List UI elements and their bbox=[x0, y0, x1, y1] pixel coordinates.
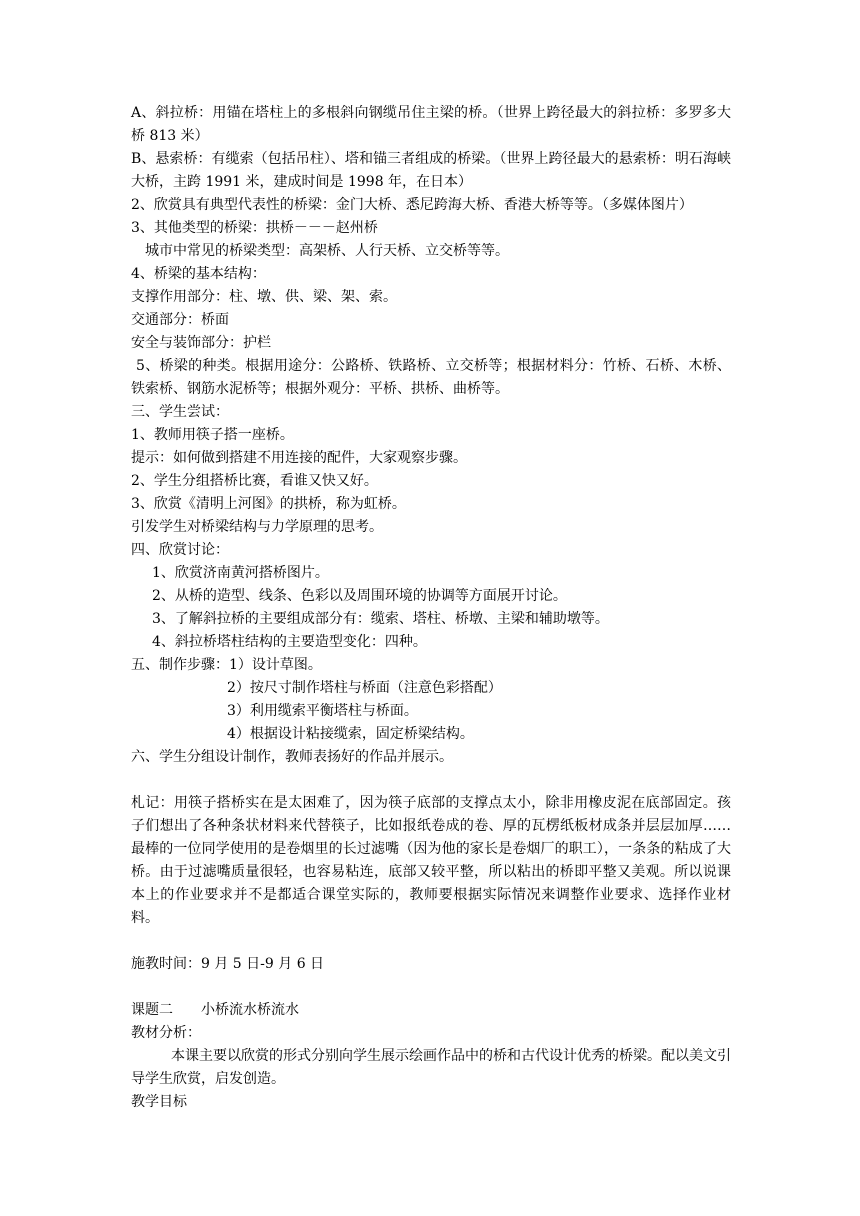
list-item: 提示：如何做到搭建不用连接的配件，大家观察步骤。 bbox=[131, 450, 467, 466]
list-item: 1、欣赏济南黄河搭桥图片。 bbox=[152, 565, 329, 581]
document-body bbox=[131, 102, 731, 1114]
paragraph-appreciation: 2、欣赏具有典型代表性的桥梁：金门大桥、悉尼跨海大桥、香港大桥等等。（多媒体图片） bbox=[131, 197, 693, 213]
section-heading-4: 四、欣赏讨论： bbox=[131, 542, 229, 558]
list-item: 4）根据设计粘接缆索，固定桥梁结构。 bbox=[227, 726, 474, 742]
paragraph-cable-stayed: A、斜拉桥：用锚在塔柱上的多根斜向钢缆吊住主梁的桥。（世界上跨径最大的斜拉桥：多罗多大桥 813 米） bbox=[131, 105, 731, 144]
list-item: 3、了解斜拉桥的主要组成部分有：缆索、塔柱、桥墩、主梁和辅助墩等。 bbox=[152, 611, 609, 627]
list-item: 1、教师用筷子搭一座桥。 bbox=[131, 427, 294, 443]
list-item: 引发学生对桥梁结构与力学原理的思考。 bbox=[131, 519, 383, 535]
blank-line bbox=[131, 976, 731, 999]
list-item: 2、学生分组搭桥比赛，看谁又快又好。 bbox=[131, 473, 378, 489]
blank-line bbox=[131, 769, 731, 792]
section-heading-3: 三、学生尝试： bbox=[131, 404, 229, 420]
list-item: 2、从桥的造型、线条、色彩以及周围环境的协调等方面展开讨论。 bbox=[152, 588, 567, 604]
blank-line bbox=[131, 930, 731, 953]
teaching-time: 施教时间：9 月 5 日-9 月 6 日 bbox=[131, 956, 325, 972]
paragraph-city-bridges: 城市中常见的桥梁类型：高架桥、人行天桥、立交桥等等。 bbox=[145, 243, 509, 259]
material-analysis-heading: 教材分析： bbox=[131, 1025, 201, 1041]
paragraph-basic-structure: 4、桥梁的基本结构： bbox=[131, 266, 266, 282]
paragraph-traffic-parts: 交通部分：桥面 bbox=[131, 312, 229, 328]
list-item: 3、欣赏《清明上河图》的拱桥，称为虹桥。 bbox=[131, 496, 406, 512]
list-item: 3）利用缆索平衡塔柱与桥面。 bbox=[227, 703, 418, 719]
paragraph-safety-parts: 安全与装饰部分：护栏 bbox=[131, 335, 271, 351]
list-item: 2）按尺寸制作塔柱与桥面（注意色彩搭配） bbox=[227, 680, 502, 696]
section-heading-6: 六、学生分组设计制作，教师表扬好的作品并展示。 bbox=[131, 749, 453, 765]
paragraph-support-parts: 支撑作用部分：柱、墩、供、梁、架、索。 bbox=[131, 289, 397, 305]
list-item: 4、斜拉桥塔柱结构的主要造型变化：四种。 bbox=[152, 634, 427, 650]
teaching-goals-heading: 教学目标 bbox=[131, 1094, 187, 1110]
paragraph-suspension: B、悬索桥：有缆索（包括吊柱）、塔和锚三者组成的桥梁。（世界上跨径最大的悬索桥：明石海峡大桥，主跨 1991 米，建成时间是 1998 年，在日本） bbox=[131, 151, 731, 190]
paragraph-notes: 札记：用筷子搭桥实在是太困难了，因为筷子底部的支撑点太小，除非用橡皮泥在底部固定。孩子们想出了各种条状材料来代替筷子，比如报纸卷成的卷、厚的瓦楞纸板材成条并层层加厚……最棒的一位同学使用的是卷烟里的长过滤嘴（因为他的家长是卷烟厂的职工），一条条的粘成了大桥。由于过滤嘴质量很轻，也容易粘连，底部又较平整，所以粘出的桥即平整又美观。所以说课本上的作业要求并不是都适合课堂实际的，教师要根据实际情况来调整作业要求、选择作业材料。 bbox=[131, 795, 731, 926]
paragraph-other-types: 3、其他类型的桥梁：拱桥－－－赵州桥 bbox=[131, 220, 378, 236]
paragraph-bridge-kinds: 5、桥梁的种类。根据用途分：公路桥、铁路桥、立交桥等；根据材料分：竹桥、石桥、木桥、铁索桥、钢筋水泥桥等；根据外观分：平桥、拱桥、曲桥等。 bbox=[131, 358, 731, 397]
section-heading-5: 五、制作步骤：1）设计草图。 bbox=[131, 657, 322, 673]
lesson-title: 课题二 小桥流水桥流水 bbox=[131, 1002, 299, 1018]
paragraph-material-analysis: 本课主要以欣赏的形式分别向学生展示绘画作品中的桥和古代设计优秀的桥梁。配以美文引导学生欣赏，启发创造。 bbox=[131, 1048, 731, 1087]
